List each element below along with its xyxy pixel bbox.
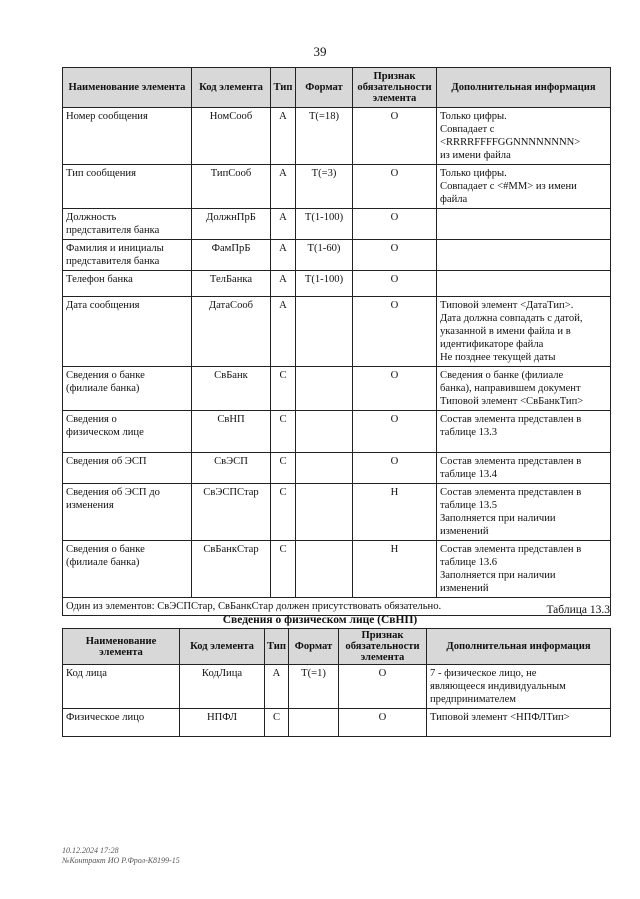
person-table xyxy=(62,628,611,737)
table-cell: НомСооб xyxy=(192,108,271,165)
table-cell: Т(1-100) xyxy=(296,271,353,297)
footer-date: 10.12.2024 17:28 xyxy=(62,846,119,855)
table-cell: СвБанкСтар xyxy=(192,541,271,598)
table-cell: Т(=1) xyxy=(289,665,339,709)
table-cell: НПФЛ xyxy=(180,709,265,737)
table-row xyxy=(63,108,611,165)
table-row xyxy=(63,411,611,453)
table-row xyxy=(63,367,611,411)
elements-table xyxy=(62,67,611,616)
header-cell: Тип xyxy=(271,68,296,108)
table-cell: Сведения о физическом лице xyxy=(63,411,192,453)
table-cell: Только цифры. Совпадает с <#MM> из имени файла xyxy=(437,165,611,209)
document-footer xyxy=(62,846,180,866)
table-cell: Состав элемента представлен в таблице 13.3 xyxy=(437,411,611,453)
table-row xyxy=(63,240,611,271)
table-cell: О xyxy=(353,411,437,453)
table-cell: ФамПрБ xyxy=(192,240,271,271)
table-cell: О xyxy=(353,297,437,367)
header-cell: Признак обязательности элемента xyxy=(353,68,437,108)
table-cell xyxy=(296,297,353,367)
table-note-row xyxy=(63,598,611,616)
table-header-row xyxy=(63,68,611,108)
table-cell: ТипСооб xyxy=(192,165,271,209)
table-cell: А xyxy=(265,665,289,709)
table-row xyxy=(63,484,611,541)
table-cell: СвБанк xyxy=(192,367,271,411)
header-cell: Код элемента xyxy=(192,68,271,108)
table-cell: Номер сообщения xyxy=(63,108,192,165)
header-cell: Дополнительная информация xyxy=(437,68,611,108)
table-cell: С xyxy=(265,709,289,737)
header-cell: Код элемента xyxy=(180,629,265,665)
table-cell xyxy=(296,453,353,484)
table-cell xyxy=(296,541,353,598)
table-cell: С xyxy=(271,453,296,484)
table-cell: Телефон банка xyxy=(63,271,192,297)
table-cell xyxy=(289,709,339,737)
table-cell: О xyxy=(353,453,437,484)
table-row xyxy=(63,665,611,709)
table-cell: ТелБанка xyxy=(192,271,271,297)
table-cell: А xyxy=(271,297,296,367)
table-note: Один из элементов: СвЭСПСтар, СвБанкСтар должен присутствовать обязательно. xyxy=(63,598,611,616)
table-cell: Сведения о банке (филиале банка), направившем документ Типовой элемент <СвБанкТип> xyxy=(437,367,611,411)
table-cell: О xyxy=(353,108,437,165)
table-row xyxy=(63,209,611,240)
table-cell: О xyxy=(353,209,437,240)
table-cell: ДатаСооб xyxy=(192,297,271,367)
page-number: 39 xyxy=(313,44,327,59)
table-cell: Тип сообщения xyxy=(63,165,192,209)
table-label: Таблица 13.3 xyxy=(546,604,610,616)
table-cell: Код лица xyxy=(63,665,180,709)
table-cell: А xyxy=(271,108,296,165)
table-cell: А xyxy=(271,209,296,240)
table-cell: А xyxy=(271,271,296,297)
table-cell: СвЭСПСтар xyxy=(192,484,271,541)
table-cell xyxy=(296,367,353,411)
table-cell: Физическое лицо xyxy=(63,709,180,737)
table-row xyxy=(63,453,611,484)
table-cell: Н xyxy=(353,484,437,541)
header-cell: Наименование элемента xyxy=(63,68,192,108)
header-cell: Формат xyxy=(289,629,339,665)
table-cell: С xyxy=(271,541,296,598)
table-cell: Сведения об ЭСП до изменения xyxy=(63,484,192,541)
table-cell: Н xyxy=(353,541,437,598)
table-cell: С xyxy=(271,367,296,411)
table-row xyxy=(63,297,611,367)
table-header-row xyxy=(63,629,611,665)
footer-reference: №Контракт ИО Р.Фрол-К8199-15 xyxy=(62,856,180,865)
table-cell: Дата сообщения xyxy=(63,297,192,367)
table-cell: Сведения о банке (филиале банка) xyxy=(63,367,192,411)
table-cell: О xyxy=(353,271,437,297)
table-cell xyxy=(437,271,611,297)
table-cell: С xyxy=(271,484,296,541)
table-cell: О xyxy=(353,165,437,209)
table-cell: Типовой элемент <ДатаТип>. Дата должна совпадать с датой, указанной в имени файла и в идентификаторе файла Не позднее текущей даты xyxy=(437,297,611,367)
table-cell: Т(=3) xyxy=(296,165,353,209)
table-cell: КодЛица xyxy=(180,665,265,709)
table-cell: Состав элемента представлен в таблице 13.6 Заполняется при наличии изменений xyxy=(437,541,611,598)
table-cell: А xyxy=(271,165,296,209)
table-cell: ДолжнПрБ xyxy=(192,209,271,240)
table-cell: СвНП xyxy=(192,411,271,453)
header-cell: Дополнительная информация xyxy=(427,629,611,665)
table-cell: Сведения об ЭСП xyxy=(63,453,192,484)
table-cell: Должность представителя банка xyxy=(63,209,192,240)
table-cell: Состав элемента представлен в таблице 13.5 Заполняется при наличии изменений xyxy=(437,484,611,541)
table-cell: О xyxy=(339,665,427,709)
table-row xyxy=(63,271,611,297)
table-cell: Только цифры. Совпадает с <RRRRFFFFGGNNNNNNNN> из имени файла xyxy=(437,108,611,165)
header-cell: Формат xyxy=(296,68,353,108)
table-cell xyxy=(437,240,611,271)
table-cell: О xyxy=(339,709,427,737)
table-title: Сведения о физическом лице (СвНП) xyxy=(222,614,418,626)
table-cell: А xyxy=(271,240,296,271)
table-cell: О xyxy=(353,240,437,271)
header-cell: Наименование элемента xyxy=(63,629,180,665)
table-cell: С xyxy=(271,411,296,453)
table-cell: Т(1-100) xyxy=(296,209,353,240)
table-cell: Фамилия и инициалы представителя банка xyxy=(63,240,192,271)
header-cell: Признак обязательности элемента xyxy=(339,629,427,665)
header-cell: Тип xyxy=(265,629,289,665)
table-cell: Состав элемента представлен в таблице 13.4 xyxy=(437,453,611,484)
table-cell: Т(=18) xyxy=(296,108,353,165)
table-cell xyxy=(296,484,353,541)
table-cell: Т(1-60) xyxy=(296,240,353,271)
table-cell: СвЭСП xyxy=(192,453,271,484)
table-cell: О xyxy=(353,367,437,411)
table-row xyxy=(63,709,611,737)
table-cell: Типовой элемент <НПФЛТип> xyxy=(427,709,611,737)
table-cell xyxy=(437,209,611,240)
table-row xyxy=(63,541,611,598)
table-row xyxy=(63,165,611,209)
table-cell xyxy=(296,411,353,453)
table-cell: Сведения о банке (филиале банка) xyxy=(63,541,192,598)
table-cell: 7 - физическое лицо, не являющееся индивидуальным предпринимателем xyxy=(427,665,611,709)
